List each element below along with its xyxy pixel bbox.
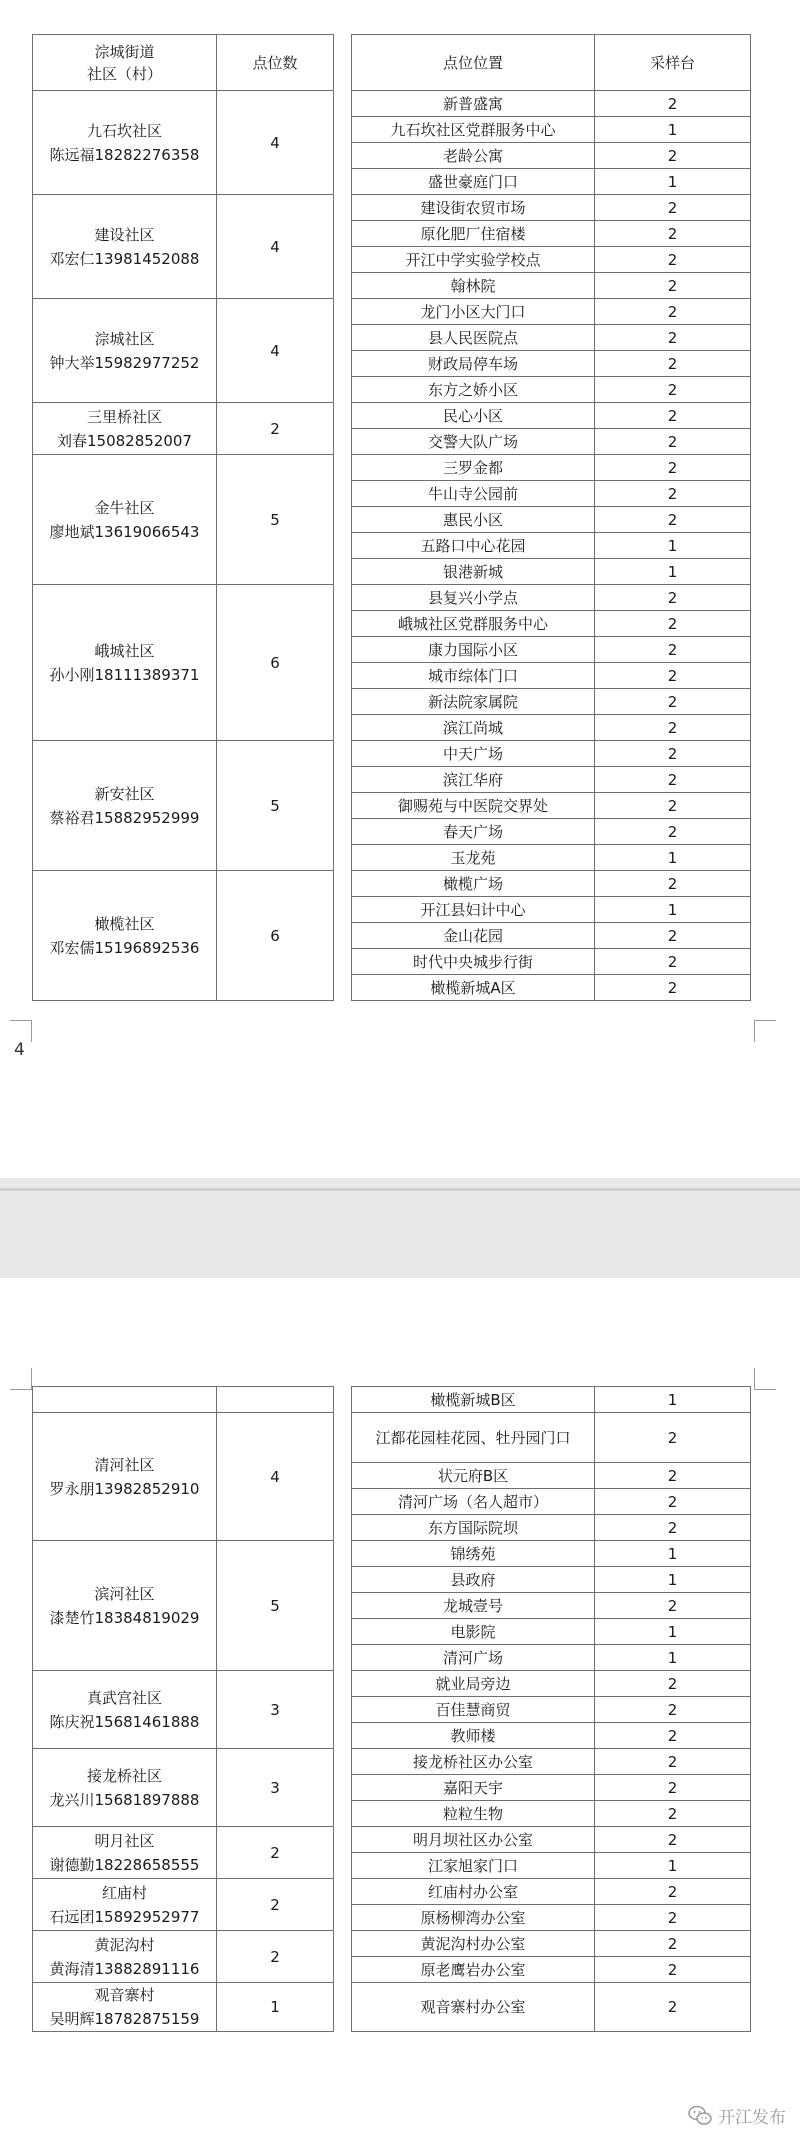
column-gap: [334, 1671, 352, 1697]
count-cell: 3: [217, 1671, 334, 1749]
page-separator: [0, 1178, 800, 1278]
location-cell: 城市综体门口: [352, 663, 595, 689]
stations-cell: 2: [595, 715, 751, 741]
stations-cell: 1: [595, 845, 751, 871]
column-gap: [334, 1801, 352, 1827]
header-count: 点位数: [217, 35, 334, 91]
contact-phone: 陈庆祝15681461888: [49, 1712, 200, 1731]
column-gap: [334, 143, 352, 169]
count-cell: 6: [217, 871, 334, 1001]
stations-cell: 2: [595, 1931, 751, 1957]
count-cell: 4: [217, 299, 334, 403]
table-row: [33, 1931, 751, 1957]
document-page-lower: [0, 1278, 800, 2142]
stations-cell: 2: [595, 689, 751, 715]
stations-cell: 2: [595, 1983, 751, 2032]
community-cell: [33, 299, 217, 403]
stations-cell: 1: [595, 1567, 751, 1593]
column-gap: [334, 1957, 352, 1983]
crop-mark: [754, 1020, 776, 1042]
stations-cell: 2: [595, 975, 751, 1001]
column-gap: [334, 1413, 352, 1463]
stations-cell: 2: [595, 1463, 751, 1489]
column-gap: [334, 1619, 352, 1645]
column-gap: [334, 1541, 352, 1567]
header-location: 点位位置: [352, 35, 595, 91]
column-gap: [334, 1697, 352, 1723]
column-gap: [334, 169, 352, 195]
community-name: 新安社区: [94, 784, 155, 803]
contact-phone: 廖地斌13619066543: [49, 522, 200, 541]
contact-phone: 龙兴川15681897888: [49, 1790, 200, 1809]
stations-cell: 2: [595, 1827, 751, 1853]
column-gap: [334, 559, 352, 585]
community-cell: [33, 403, 217, 455]
stations-cell: 1: [595, 1853, 751, 1879]
stations-cell: 2: [595, 1489, 751, 1515]
location-cell: 开江县妇计中心: [352, 897, 595, 923]
table-row: [33, 1387, 751, 1413]
location-cell: 峨城社区党群服务中心: [352, 611, 595, 637]
contact-phone: 蔡裕君15882952999: [49, 808, 200, 827]
contact-phone: 邓宏儒15196892536: [49, 938, 200, 957]
stations-cell: 1: [595, 897, 751, 923]
location-cell: 清河广场（名人超市）: [352, 1489, 595, 1515]
stations-cell: 2: [595, 325, 751, 351]
location-cell: 新普盛寓: [352, 91, 595, 117]
count-cell: 2: [217, 1827, 334, 1879]
column-gap: [334, 611, 352, 637]
table-row: [33, 299, 751, 325]
watermark: [688, 2103, 786, 2128]
location-cell: 东方国际院坝: [352, 1515, 595, 1541]
column-gap: [334, 871, 352, 897]
table-row: [33, 455, 751, 481]
location-cell: 橄榄新城A区: [352, 975, 595, 1001]
contact-phone: 陈远福18282276358: [49, 145, 200, 164]
location-cell: 清河广场: [352, 1645, 595, 1671]
count-cell: 2: [217, 403, 334, 455]
community-cell: [33, 1541, 217, 1671]
community-name: 清河社区: [94, 1455, 155, 1474]
stations-cell: 2: [595, 507, 751, 533]
stations-cell: 2: [595, 949, 751, 975]
community-name: 金牛社区: [94, 498, 155, 517]
community-cell-empty: [33, 1387, 217, 1413]
column-gap: [334, 1775, 352, 1801]
stations-cell: 2: [595, 455, 751, 481]
location-cell: 县政府: [352, 1567, 595, 1593]
column-gap: [334, 793, 352, 819]
contact-phone: 石远团15892952977: [49, 1907, 200, 1926]
community-cell: [33, 741, 217, 871]
count-cell: 5: [217, 455, 334, 585]
community-name: 九石坎社区: [86, 121, 162, 140]
community-cell: [33, 1671, 217, 1749]
column-gap: [334, 455, 352, 481]
location-cell: 明月坝社区办公室: [352, 1827, 595, 1853]
table-row: [33, 1749, 751, 1775]
location-cell: 橄榄新城B区: [352, 1387, 595, 1413]
column-gap: [334, 689, 352, 715]
community-name: 峨城社区: [94, 641, 155, 660]
column-gap: [334, 377, 352, 403]
column-gap: [334, 1723, 352, 1749]
column-gap: [334, 1645, 352, 1671]
table-row: [33, 91, 751, 117]
table-row: [33, 1413, 751, 1463]
column-gap: [334, 949, 352, 975]
stations-cell: 2: [595, 767, 751, 793]
community-cell: [33, 1983, 217, 2032]
column-gap: [334, 273, 352, 299]
stations-cell: 2: [595, 221, 751, 247]
table-row: [33, 1671, 751, 1697]
contact-phone: 谢德勤18228658555: [49, 1855, 200, 1874]
stations-cell: 2: [595, 403, 751, 429]
community-name: 接龙桥社区: [86, 1766, 162, 1785]
count-cell: 4: [217, 1413, 334, 1541]
header-row: [33, 35, 751, 91]
count-cell: 6: [217, 585, 334, 741]
contact-phone: 刘春15082852007: [57, 431, 192, 450]
location-cell: 县人民医院点: [352, 325, 595, 351]
header-community-label: 社区（村）: [86, 64, 162, 83]
location-cell: 春天广场: [352, 819, 595, 845]
stations-cell: 2: [595, 247, 751, 273]
stations-cell: 2: [595, 923, 751, 949]
community-name: 红庙村: [101, 1883, 147, 1902]
table-row: [33, 1541, 751, 1567]
wechat-icon: [688, 2105, 712, 2127]
stations-cell: 2: [595, 1957, 751, 1983]
column-gap: [334, 403, 352, 429]
stations-cell: 2: [595, 1775, 751, 1801]
column-gap: [334, 767, 352, 793]
location-cell: 红庙村办公室: [352, 1879, 595, 1905]
count-cell: 5: [217, 741, 334, 871]
column-gap: [334, 299, 352, 325]
stations-cell: 2: [595, 1413, 751, 1463]
community-cell: [33, 1749, 217, 1827]
stations-cell: 2: [595, 611, 751, 637]
column-gap: [334, 533, 352, 559]
column-gap: [334, 1879, 352, 1905]
location-cell: 江都花园桂花园、牡丹园门口: [352, 1413, 595, 1463]
column-gap: [334, 91, 352, 117]
column-gap: [334, 1905, 352, 1931]
stations-cell: 2: [595, 273, 751, 299]
stations-cell: 2: [595, 1905, 751, 1931]
community-cell: [33, 91, 217, 195]
column-gap: [334, 507, 352, 533]
count-cell: 3: [217, 1749, 334, 1827]
contact-phone: 吴明辉18782875159: [49, 2010, 200, 2028]
contact-phone: 罗永朋13982852910: [49, 1479, 200, 1498]
location-cell: 黄泥沟村办公室: [352, 1931, 595, 1957]
stations-cell: 2: [595, 1749, 751, 1775]
location-cell: 惠民小区: [352, 507, 595, 533]
crop-mark: [10, 1368, 32, 1390]
stations-cell: 2: [595, 1801, 751, 1827]
community-cell: [33, 1931, 217, 1983]
location-cell: 民心小区: [352, 403, 595, 429]
stations-cell: 2: [595, 871, 751, 897]
community-name: 三里桥社区: [86, 407, 162, 426]
column-gap: [334, 1515, 352, 1541]
stations-cell: 2: [595, 351, 751, 377]
location-cell: 财政局停车场: [352, 351, 595, 377]
column-gap: [334, 845, 352, 871]
location-cell: 建设街农贸市场: [352, 195, 595, 221]
location-cell: 盛世豪庭门口: [352, 169, 595, 195]
stations-cell: 1: [595, 1619, 751, 1645]
count-cell: 4: [217, 91, 334, 195]
location-cell: 九石坎社区党群服务中心: [352, 117, 595, 143]
location-cell: 时代中央城步行街: [352, 949, 595, 975]
location-cell: 牛山寺公园前: [352, 481, 595, 507]
column-gap: [334, 221, 352, 247]
table-row: [33, 585, 751, 611]
column-gap: [334, 1749, 352, 1775]
community-cell: [33, 585, 217, 741]
stations-cell: 2: [595, 1515, 751, 1541]
column-gap: [334, 429, 352, 455]
table-row: [33, 1983, 751, 2032]
column-gap: [334, 715, 352, 741]
stations-cell: 2: [595, 481, 751, 507]
community-cell: [33, 871, 217, 1001]
community-cell: [33, 1827, 217, 1879]
location-cell: 就业局旁边: [352, 1671, 595, 1697]
location-cell: 百佳慧商贸: [352, 1697, 595, 1723]
stations-cell: 2: [595, 819, 751, 845]
stations-cell: 2: [595, 637, 751, 663]
stations-cell: 2: [595, 195, 751, 221]
location-cell: 东方之娇小区: [352, 377, 595, 403]
count-cell: 2: [217, 1931, 334, 1983]
stations-cell: 2: [595, 91, 751, 117]
stations-cell: 1: [595, 169, 751, 195]
community-name: 真武宫社区: [86, 1688, 162, 1707]
column-gap: [334, 897, 352, 923]
count-cell: 2: [217, 1879, 334, 1931]
header-community: [33, 35, 217, 91]
stations-cell: 1: [595, 1387, 751, 1413]
location-cell: 五路口中心花园: [352, 533, 595, 559]
location-cell: 玉龙苑: [352, 845, 595, 871]
column-gap: [334, 1593, 352, 1619]
column-gap: [334, 741, 352, 767]
column-gap: [334, 975, 352, 1001]
community-name: 淙城社区: [94, 329, 155, 348]
column-gap: [334, 1983, 352, 2032]
contact-phone: 钟大举15982977252: [49, 353, 200, 372]
count-cell: 1: [217, 1983, 334, 2032]
header-stations: 采样台: [595, 35, 751, 91]
column-gap: [334, 247, 352, 273]
stations-cell: 2: [595, 741, 751, 767]
stations-cell: 2: [595, 793, 751, 819]
column-gap: [334, 117, 352, 143]
column-gap: [334, 195, 352, 221]
community-name: 黄泥沟村: [94, 1935, 155, 1954]
column-gap: [334, 663, 352, 689]
community-cell: [33, 1879, 217, 1931]
location-cell: 三罗金都: [352, 455, 595, 481]
table-row: [33, 871, 751, 897]
table-row: [33, 1879, 751, 1905]
table-row: [33, 1827, 751, 1853]
location-cell: 江家旭家门口: [352, 1853, 595, 1879]
contact-phone: 漆楚竹18384819029: [49, 1608, 200, 1627]
location-cell: 橄榄广场: [352, 871, 595, 897]
column-gap: [334, 637, 352, 663]
location-cell: 原老鹰岩办公室: [352, 1957, 595, 1983]
location-cell: 锦绣苑: [352, 1541, 595, 1567]
location-cell: 金山花园: [352, 923, 595, 949]
location-cell: 粒粒生物: [352, 1801, 595, 1827]
page-number: 4: [14, 1040, 25, 1060]
column-gap: [334, 1931, 352, 1957]
location-cell: 翰林院: [352, 273, 595, 299]
stations-cell: 1: [595, 559, 751, 585]
location-cell: 御赐苑与中医院交界处: [352, 793, 595, 819]
location-cell: 滨江尚城: [352, 715, 595, 741]
table-row: [33, 195, 751, 221]
stations-cell: 1: [595, 1645, 751, 1671]
stations-cell: 1: [595, 117, 751, 143]
community-name: 观音寨村: [94, 1986, 155, 2004]
location-cell: 龙城壹号: [352, 1593, 595, 1619]
column-gap: [334, 1827, 352, 1853]
column-gap: [334, 351, 352, 377]
community-cell: [33, 455, 217, 585]
stations-cell: 2: [595, 663, 751, 689]
column-gap: [334, 325, 352, 351]
location-cell: 滨江华府: [352, 767, 595, 793]
location-cell: 新法院家属院: [352, 689, 595, 715]
location-cell: 接龙桥社区办公室: [352, 1749, 595, 1775]
stations-cell: 2: [595, 143, 751, 169]
community-cell: [33, 1413, 217, 1541]
stations-cell: 2: [595, 1697, 751, 1723]
stations-cell: 2: [595, 1593, 751, 1619]
column-gap: [334, 1567, 352, 1593]
stations-cell: 1: [595, 533, 751, 559]
location-cell: 原化肥厂住宿楼: [352, 221, 595, 247]
location-cell: 电影院: [352, 1619, 595, 1645]
stations-cell: 2: [595, 585, 751, 611]
column-gap: [334, 1853, 352, 1879]
stations-cell: 2: [595, 1723, 751, 1749]
table-row: [33, 741, 751, 767]
column-gap: [334, 819, 352, 845]
location-cell: 嘉阳天宇: [352, 1775, 595, 1801]
watermark-text: 开江发布: [718, 2108, 786, 2128]
column-gap: [334, 35, 352, 91]
stations-cell: 2: [595, 1671, 751, 1697]
column-gap: [334, 481, 352, 507]
contact-phone: 黄海清13882891116: [49, 1959, 200, 1978]
location-cell: 银港新城: [352, 559, 595, 585]
location-cell: 观音寨村办公室: [352, 1983, 595, 2032]
stations-cell: 2: [595, 1879, 751, 1905]
sampling-sites-table-part1: [32, 34, 751, 1001]
count-cell: 4: [217, 195, 334, 299]
count-cell-empty: [217, 1387, 334, 1413]
stations-cell: 2: [595, 429, 751, 455]
column-gap: [334, 923, 352, 949]
count-cell: 5: [217, 1541, 334, 1671]
table-row: [33, 403, 751, 429]
crop-mark: [10, 1020, 32, 1042]
stations-cell: 2: [595, 299, 751, 325]
community-name: 滨河社区: [94, 1584, 155, 1603]
crop-mark: [754, 1368, 776, 1390]
location-cell: 交警大队广场: [352, 429, 595, 455]
location-cell: 中天广场: [352, 741, 595, 767]
location-cell: 教师楼: [352, 1723, 595, 1749]
column-gap: [334, 1387, 352, 1413]
contact-phone: 孙小刚18111389371: [49, 665, 200, 684]
column-gap: [334, 1489, 352, 1515]
location-cell: 康力国际小区: [352, 637, 595, 663]
header-district-label: 淙城街道: [94, 42, 155, 61]
location-cell: 县复兴小学点: [352, 585, 595, 611]
community-name: 明月社区: [94, 1831, 155, 1850]
location-cell: 龙门小区大门口: [352, 299, 595, 325]
location-cell: 状元府B区: [352, 1463, 595, 1489]
community-name: 建设社区: [94, 225, 155, 244]
contact-phone: 邓宏仁13981452088: [49, 249, 200, 268]
location-cell: 老龄公寓: [352, 143, 595, 169]
column-gap: [334, 585, 352, 611]
stations-cell: 1: [595, 1541, 751, 1567]
community-name: 橄榄社区: [94, 914, 155, 933]
location-cell: 原杨柳湾办公室: [352, 1905, 595, 1931]
community-cell: [33, 195, 217, 299]
sampling-sites-table-part2: [32, 1386, 751, 2032]
location-cell: 开江中学实验学校点: [352, 247, 595, 273]
column-gap: [334, 1463, 352, 1489]
stations-cell: 2: [595, 377, 751, 403]
